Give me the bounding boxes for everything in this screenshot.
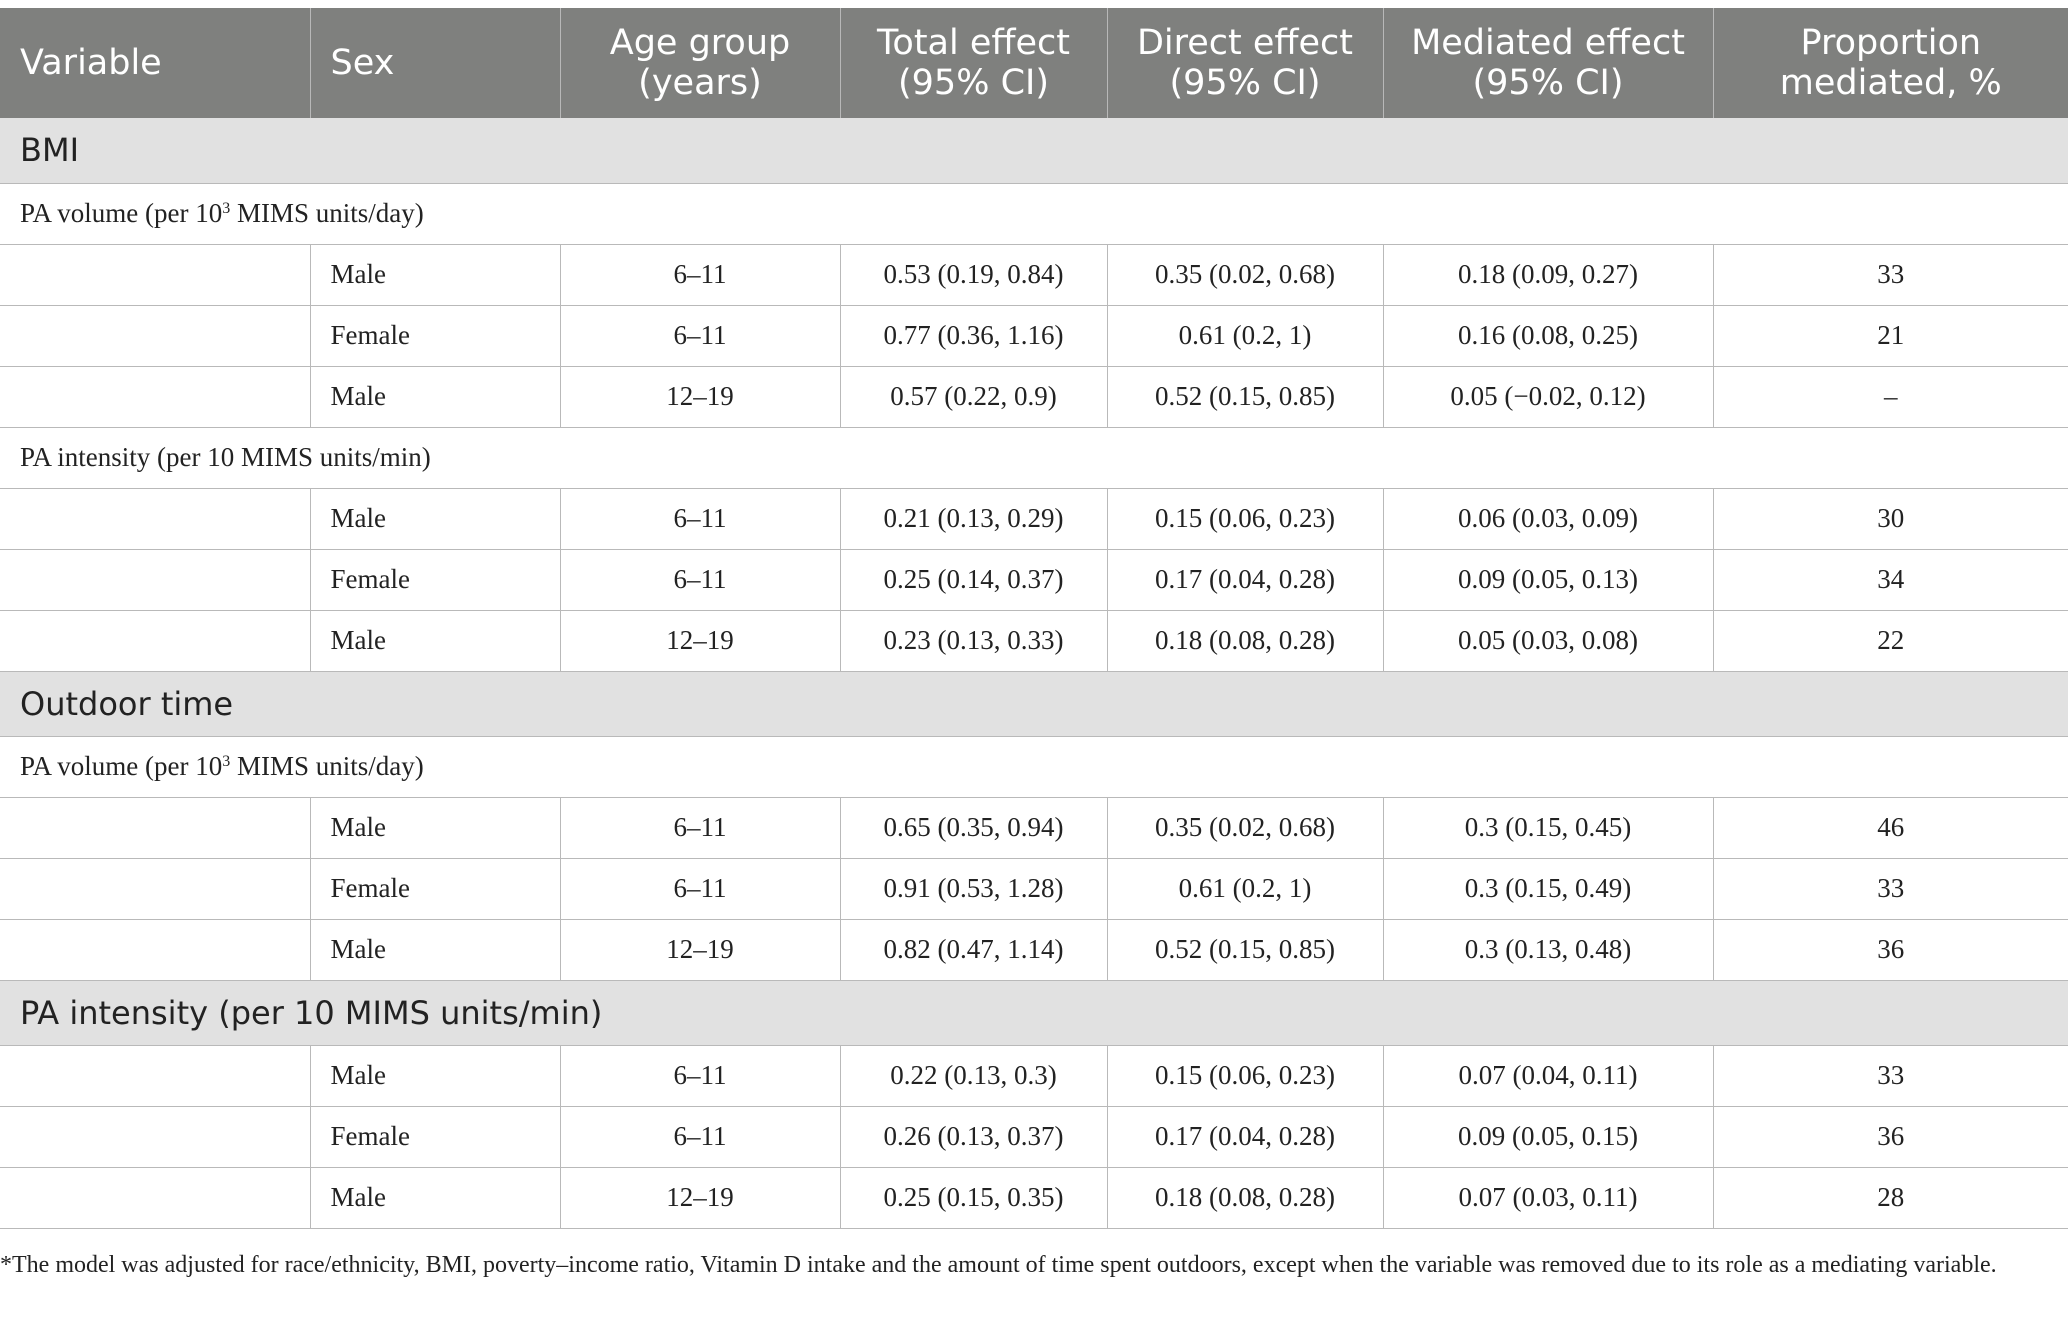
proportion-cell: – [1713,366,2068,427]
table-row [0,549,2068,610]
total-effect-cell: 0.77 (0.36, 1.16) [840,305,1107,366]
age-cell: 6–11 [560,1045,840,1106]
variable-cell [0,1045,310,1106]
age-cell: 6–11 [560,858,840,919]
variable-cell [0,610,310,671]
section-title: BMI [0,118,2068,183]
proportion-cell: 28 [1713,1167,2068,1228]
age-cell: 12–19 [560,610,840,671]
total-effect-cell: 0.82 (0.47, 1.14) [840,919,1107,980]
direct-effect-cell: 0.61 (0.2, 1) [1107,858,1383,919]
direct-effect-cell: 0.35 (0.02, 0.68) [1107,244,1383,305]
total-effect-cell: 0.57 (0.22, 0.9) [840,366,1107,427]
total-effect-cell: 0.25 (0.14, 0.37) [840,549,1107,610]
table-footnote: *The model was adjusted for race/ethnicity, BMI, poverty–income ratio, Vitamin D intake and the amount of time spent outdoors, except when the variable was removed due to its role as a mediating variable. [0,1252,1997,1278]
section-row-outdoor-time [0,671,2068,736]
age-cell: 12–19 [560,919,840,980]
header-total-effect: Total effect (95% CI) [840,8,1107,118]
proportion-cell: 22 [1713,610,2068,671]
mediated-effect-cell: 0.07 (0.04, 0.11) [1383,1045,1713,1106]
variable-cell [0,1167,310,1228]
variable-cell [0,919,310,980]
variable-cell [0,366,310,427]
table-row [0,858,2068,919]
total-effect-cell: 0.23 (0.13, 0.33) [840,610,1107,671]
age-cell: 6–11 [560,797,840,858]
age-cell: 6–11 [560,1106,840,1167]
direct-effect-cell: 0.52 (0.15, 0.85) [1107,919,1383,980]
age-cell: 12–19 [560,366,840,427]
sex-cell: Female [310,858,560,919]
table-row [0,1106,2068,1167]
section-title: Outdoor time [0,671,2068,736]
header-mediated-effect: Mediated effect (95% CI) [1383,8,1713,118]
table-row [0,305,2068,366]
sex-cell: Male [310,919,560,980]
table-row [0,1045,2068,1106]
sex-cell: Male [310,797,560,858]
age-cell: 6–11 [560,305,840,366]
table-row [0,797,2068,858]
mediated-effect-cell: 0.05 (−0.02, 0.12) [1383,366,1713,427]
subheader-row-bmi-intensity [0,427,2068,488]
table-row [0,244,2068,305]
total-effect-cell: 0.26 (0.13, 0.37) [840,1106,1107,1167]
variable-cell [0,1106,310,1167]
direct-effect-cell: 0.18 (0.08, 0.28) [1107,610,1383,671]
mediated-effect-cell: 0.07 (0.03, 0.11) [1383,1167,1713,1228]
mediated-effect-cell: 0.09 (0.05, 0.15) [1383,1106,1713,1167]
total-effect-cell: 0.22 (0.13, 0.3) [840,1045,1107,1106]
variable-cell [0,244,310,305]
proportion-cell: 36 [1713,1106,2068,1167]
subheader-row-bmi-volume [0,183,2068,244]
proportion-cell: 33 [1713,244,2068,305]
table-row [0,1167,2068,1228]
variable-cell [0,549,310,610]
proportion-cell: 30 [1713,488,2068,549]
direct-effect-cell: 0.18 (0.08, 0.28) [1107,1167,1383,1228]
subheader-label: PA volume (per $10^3$ MIMS units/day) [0,183,2068,244]
total-effect-cell: 0.21 (0.13, 0.29) [840,488,1107,549]
proportion-cell: 21 [1713,305,2068,366]
sex-cell: Male [310,488,560,549]
mediated-effect-cell: 0.09 (0.05, 0.13) [1383,549,1713,610]
mediated-effect-cell: 0.3 (0.15, 0.49) [1383,858,1713,919]
section-row-bmi [0,118,2068,183]
direct-effect-cell: 0.17 (0.04, 0.28) [1107,1106,1383,1167]
sex-cell: Male [310,1045,560,1106]
mediated-effect-cell: 0.3 (0.15, 0.45) [1383,797,1713,858]
mediated-effect-cell: 0.18 (0.09, 0.27) [1383,244,1713,305]
table-row [0,919,2068,980]
direct-effect-cell: 0.17 (0.04, 0.28) [1107,549,1383,610]
header-age-group: Age group (years) [560,8,840,118]
subheader-label: PA volume (per $10^3$ MIMS units/day) [0,736,2068,797]
direct-effect-cell: 0.15 (0.06, 0.23) [1107,1045,1383,1106]
header-row [0,8,2068,118]
variable-cell [0,858,310,919]
header-sex: Sex [310,8,560,118]
proportion-cell: 33 [1713,858,2068,919]
sex-cell: Male [310,366,560,427]
sex-cell: Male [310,1167,560,1228]
sex-cell: Male [310,610,560,671]
mediated-effect-cell: 0.3 (0.13, 0.48) [1383,919,1713,980]
total-effect-cell: 0.25 (0.15, 0.35) [840,1167,1107,1228]
sex-cell: Female [310,1106,560,1167]
header-direct-effect: Direct effect (95% CI) [1107,8,1383,118]
table-row [0,488,2068,549]
variable-cell [0,488,310,549]
direct-effect-cell: 0.35 (0.02, 0.68) [1107,797,1383,858]
mediated-effect-cell: 0.06 (0.03, 0.09) [1383,488,1713,549]
subheader-label: PA intensity (per 10 MIMS units/min) [0,427,2068,488]
header-variable: Variable [0,8,310,118]
variable-cell [0,797,310,858]
total-effect-cell: 0.91 (0.53, 1.28) [840,858,1107,919]
sex-cell: Female [310,549,560,610]
proportion-cell: 36 [1713,919,2068,980]
total-effect-cell: 0.53 (0.19, 0.84) [840,244,1107,305]
variable-cell [0,305,310,366]
subheader-row-outdoor-volume [0,736,2068,797]
section-row-pa-intensity [0,980,2068,1045]
proportion-cell: 34 [1713,549,2068,610]
proportion-cell: 46 [1713,797,2068,858]
header-proportion-mediated: Proportion mediated, % [1713,8,2068,118]
section-title: PA intensity (per 10 MIMS units/min) [0,980,2068,1045]
age-cell: 6–11 [560,488,840,549]
direct-effect-cell: 0.52 (0.15, 0.85) [1107,366,1383,427]
results-table [0,8,2068,1229]
age-cell: 6–11 [560,244,840,305]
mediated-effect-cell: 0.05 (0.03, 0.08) [1383,610,1713,671]
direct-effect-cell: 0.61 (0.2, 1) [1107,305,1383,366]
proportion-cell: 33 [1713,1045,2068,1106]
sex-cell: Male [310,244,560,305]
mediated-effect-cell: 0.16 (0.08, 0.25) [1383,305,1713,366]
total-effect-cell: 0.65 (0.35, 0.94) [840,797,1107,858]
age-cell: 6–11 [560,549,840,610]
direct-effect-cell: 0.15 (0.06, 0.23) [1107,488,1383,549]
table-row [0,610,2068,671]
table-row [0,366,2068,427]
sex-cell: Female [310,305,560,366]
age-cell: 12–19 [560,1167,840,1228]
